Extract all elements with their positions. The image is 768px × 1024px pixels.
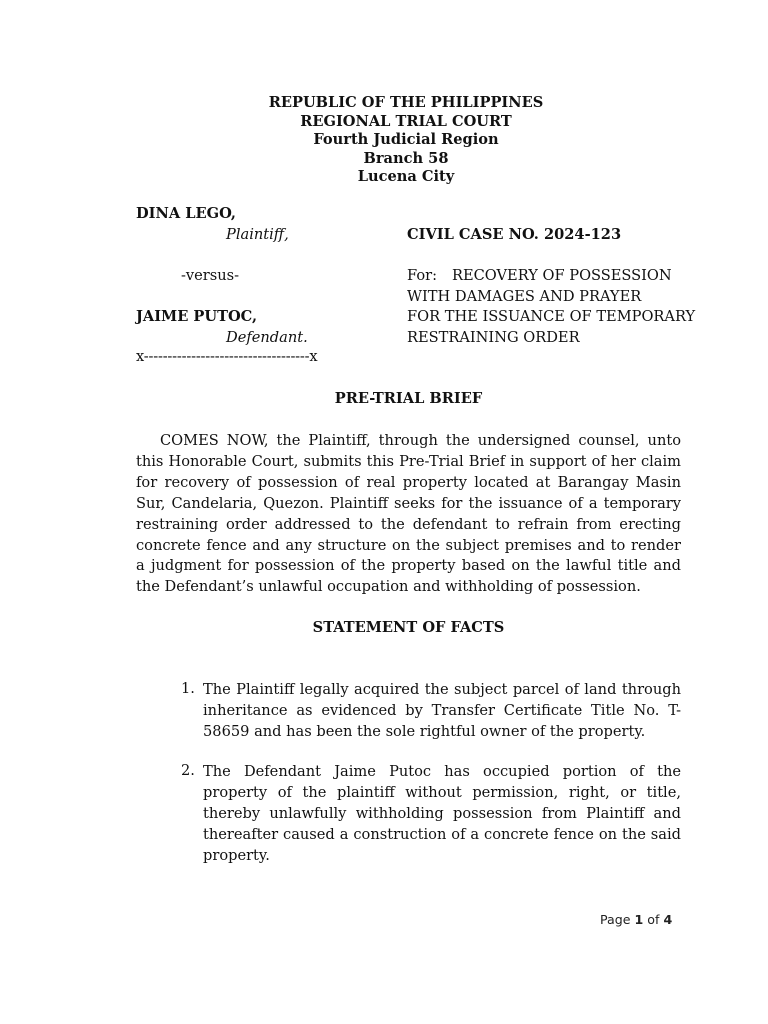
intro-paragraph: COMES NOW, the Plaintiff, through the undersigned counsel, unto this Honorable Court, submits this Pre-Trial Brief in support of her claim for recovery of possession of real property located at Barangay Masin Sur, Candelaria, Quezon. Plaintiff seeks for the issuance of a temporary restraining order addressed to the defendant to refrain from erecting concrete fence and any structure on the subject premises and to render a judgment for possession of the property based on the lawful title and the Defendant’s unlawful occupation and withholding of possession. xyxy=(136,432,681,596)
case-nature-line-4: RESTRAINING ORDER xyxy=(407,329,580,346)
case-nature-line-2: WITH DAMAGES AND PRAYER xyxy=(407,288,642,305)
versus-label: -versus- xyxy=(181,267,240,284)
facts-title: STATEMENT OF FACTS xyxy=(312,619,505,636)
page-number-footer xyxy=(600,912,672,927)
court-header xyxy=(0,94,768,187)
for-label: For: xyxy=(407,267,438,284)
republic-line: REPUBLIC OF THE PHILIPPINES xyxy=(268,94,544,111)
defendant-name: JAIME PUTOC, xyxy=(136,308,258,325)
caption-separator: x-----------------------------------x xyxy=(136,348,318,365)
city-line: Lucena City xyxy=(357,168,455,185)
of-word: of xyxy=(647,912,660,927)
plaintiff-role: Plaintiff, xyxy=(226,226,289,243)
region-line: Fourth Judicial Region xyxy=(313,131,499,148)
list-item-number: 1. xyxy=(181,680,195,697)
court-line: REGIONAL TRIAL COURT xyxy=(300,112,512,130)
page-word: Page xyxy=(600,912,631,927)
plaintiff-name: DINA LEGO, xyxy=(136,205,237,222)
total-page-count: 4 xyxy=(663,912,673,927)
case-nature-line-3: FOR THE ISSUANCE OF TEMPORARY xyxy=(407,308,696,325)
brief-title: PRE-TRIAL BRIEF xyxy=(334,390,483,407)
case-nature-line-1: RECOVERY OF POSSESSION xyxy=(452,267,672,284)
list-item-text: The Plaintiff legally acquired the subject parcel of land through inheritance as evidenced by Transfer Certificate Title No. T-58659 and has been the sole rightful owner of the property. xyxy=(203,681,681,740)
list-item-text: The Defendant Jaime Putoc has occupied portion of the property of the plaintiff without permission, right, or title, thereby unlawfully withholding possession from Plaintiff and thereafter caused a construction of a concrete fence on the said property. xyxy=(203,763,681,864)
defendant-role: Defendant. xyxy=(226,329,308,346)
branch-line: Branch 58 xyxy=(363,149,449,167)
list-item-number: 2. xyxy=(181,762,195,779)
case-number: CIVIL CASE NO. 2024-123 xyxy=(407,226,622,243)
current-page-number: 1 xyxy=(634,912,644,927)
